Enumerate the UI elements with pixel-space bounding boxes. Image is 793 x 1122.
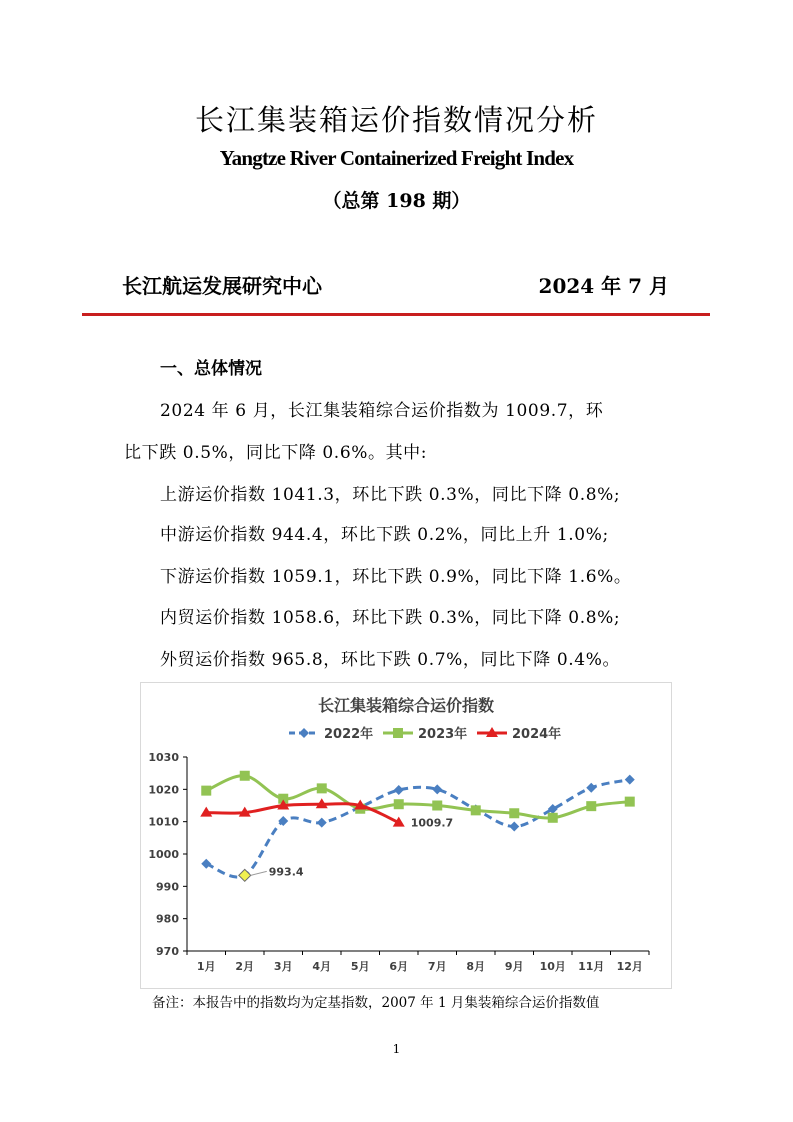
series-line-2023年 — [206, 776, 630, 818]
report-title: 长江集装箱运价指数情况分析 — [194, 103, 598, 137]
y-tick-label: 980 — [156, 912, 179, 926]
data-point — [394, 799, 404, 809]
annotation-label: 993.4 — [268, 865, 304, 879]
footnote: 备注：本报告中的指数均为定基指数，2007 年 1 月集装箱综合运价指数值 — [152, 995, 600, 1011]
data-point — [625, 775, 635, 785]
legend-label: 2023年 — [418, 727, 468, 742]
data-point — [432, 801, 442, 811]
paragraph-line: 2024 年 6 月，长江集装箱综合运价指数为 1009.7，环 — [160, 401, 604, 421]
report-date: 2024 年 7 月 — [538, 274, 669, 298]
legend-marker — [299, 728, 309, 738]
data-point — [509, 808, 519, 818]
x-tick-label: 2月 — [235, 960, 255, 973]
x-tick-label: 4月 — [312, 960, 332, 973]
data-point — [548, 813, 558, 823]
legend-marker — [393, 728, 403, 738]
chart-title: 长江集装箱综合运价指数 — [317, 696, 495, 715]
freight-index-chart — [140, 682, 672, 989]
page-number: 1 — [392, 1042, 401, 1056]
data-point — [509, 822, 519, 832]
plot-area — [200, 771, 635, 882]
series-line-2024年 — [206, 804, 399, 823]
data-point — [201, 859, 211, 869]
paragraph-line: 外贸运价指数 965.8，环比下跌 0.7%，同比下降 0.4%。 — [160, 650, 621, 670]
y-tick-label: 970 — [156, 945, 179, 958]
paragraph-line: 内贸运价指数 1058.6，环比下跌 0.3%，同比下降 0.8%; — [160, 608, 621, 628]
data-point — [471, 805, 481, 815]
data-point — [240, 771, 250, 781]
annotation-label: 1009.7 — [410, 816, 454, 830]
data-point — [201, 786, 211, 796]
y-tick-label: 1000 — [148, 848, 179, 861]
paragraph-line: 上游运价指数 1041.3，环比下跌 0.3%，同比下降 0.8%; — [160, 485, 621, 505]
data-point — [278, 816, 288, 826]
highlight-point — [239, 869, 251, 881]
y-tick-label: 1030 — [148, 751, 179, 764]
x-tick-label: 8月 — [466, 960, 486, 973]
paragraph-line: 中游运价指数 944.4，环比下跌 0.2%，同比上升 1.0%; — [160, 525, 609, 545]
legend-label: 2024年 — [512, 727, 562, 742]
data-point — [317, 818, 327, 828]
data-point — [394, 785, 404, 795]
x-tick-label: 11月 — [578, 960, 605, 973]
x-axis — [187, 951, 649, 973]
x-tick-label: 9月 — [504, 960, 524, 973]
x-tick-label: 12月 — [616, 960, 643, 973]
x-tick-label: 6月 — [389, 960, 409, 973]
data-point — [317, 783, 327, 793]
paragraph-line: 比下跌 0.5%，同比下降 0.6%。其中: — [124, 443, 428, 463]
x-tick-label: 10月 — [539, 960, 566, 973]
x-tick-label: 5月 — [350, 960, 370, 973]
header-divider — [82, 313, 710, 316]
data-point — [586, 801, 596, 811]
x-tick-label: 3月 — [273, 960, 293, 973]
chart-legend — [289, 726, 561, 742]
chart-svg — [141, 683, 671, 988]
data-point — [625, 797, 635, 807]
data-point — [586, 783, 596, 793]
y-tick-label: 1010 — [148, 815, 179, 829]
x-tick-label: 1月 — [196, 960, 216, 973]
section-heading: 一、总体情况 — [160, 359, 262, 379]
y-tick-label: 1020 — [148, 783, 179, 797]
issue-number: （总第 198 期） — [322, 190, 471, 212]
legend-label: 2022年 — [324, 727, 374, 742]
annotation-leader — [251, 871, 267, 875]
x-tick-label: 7月 — [427, 960, 447, 973]
y-axis — [148, 751, 187, 958]
report-title-english: Yangtze River Containerized Freight Index — [219, 146, 574, 170]
paragraph-line: 下游运价指数 1059.1，环比下跌 0.9%，同比下降 1.6%。 — [160, 567, 632, 587]
data-point — [432, 784, 442, 794]
organization-name: 长江航运发展研究中心 — [122, 274, 322, 298]
y-tick-label: 990 — [156, 880, 179, 894]
